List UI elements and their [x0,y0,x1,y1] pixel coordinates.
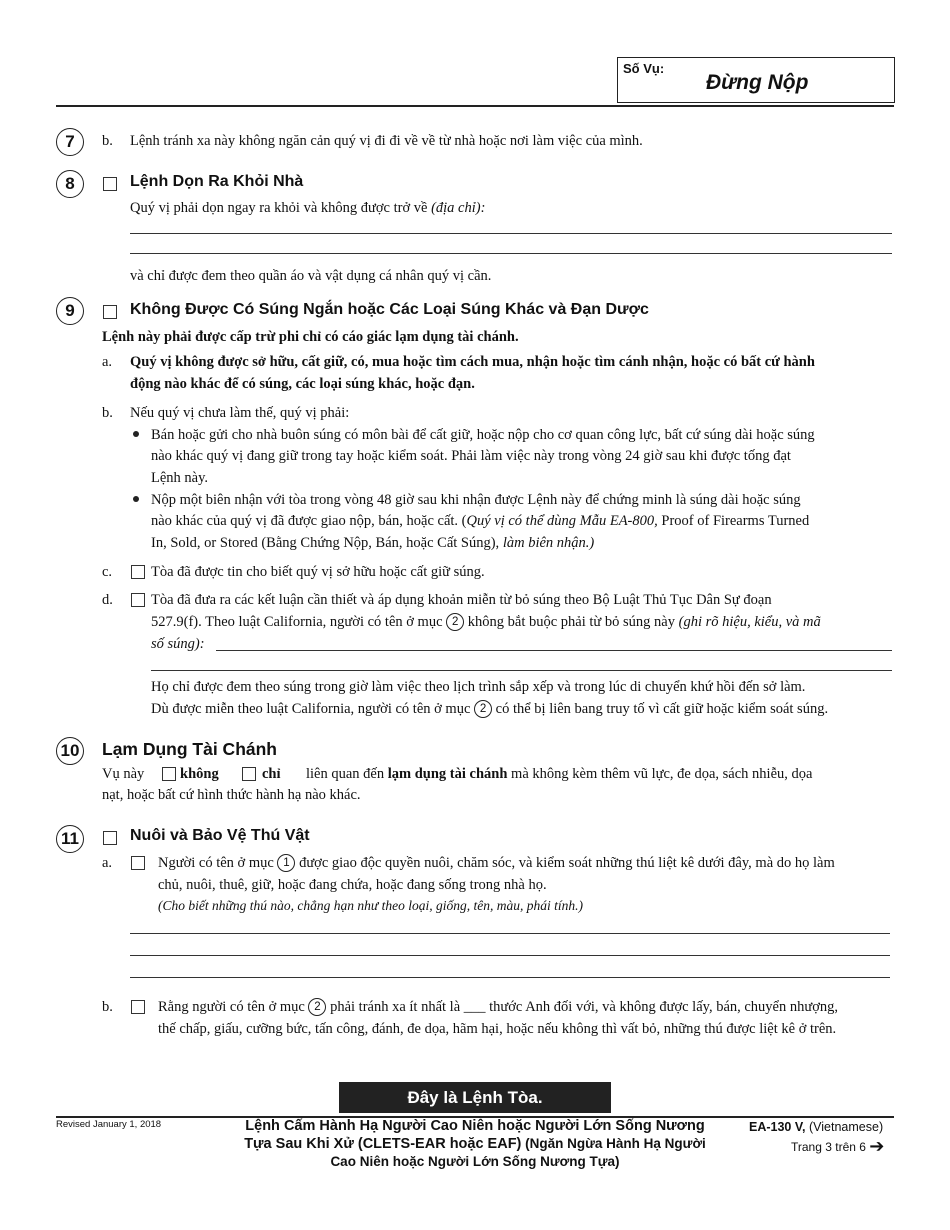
s11-animals-line-1[interactable] [130,933,890,934]
s9-bullet-1 [133,431,139,437]
form-title-line2 [200,1135,750,1153]
form-title-line2b: (Ngăn Ngừa Hành Hạ Người [521,1136,706,1151]
s9-checkbox[interactable] [103,305,117,319]
header-rule [56,105,894,107]
s10-opt-not: không [180,766,219,782]
s11-title: Nuôi và Bảo Vệ Thú Vật [130,827,310,844]
s11-a-line2: chủ, nuôi, thuê, giữ, hoặc đang chứa, hoặc đang sống trong nhà họ. [158,877,547,893]
s8-address-line-1[interactable] [130,233,892,234]
s9-b-text: Nếu quý vị chưa làm thế, quý vị phải: [130,405,350,421]
s9-c-text: Tòa đã được tin cho biết quý vị sở hữu hoặc cất giữ súng. [151,564,485,580]
s10-line1-a: Vụ này [102,766,145,782]
s9-d-line2b: không bắt buộc phải từ bỏ súng này [467,614,675,630]
s10-opt-only: chỉ [262,766,281,782]
s10-line1-c: lạm dụng tài chánh [387,766,508,782]
s11-a-line1 [158,853,835,873]
s9-bullet-2 [133,496,139,502]
section-11-number: 11 [56,825,84,853]
court-order-banner: Đây là Lệnh Tòa. [339,1082,611,1113]
s11-a-line1a: Người có tên ở mục [158,855,274,871]
s9-d-label: d. [102,592,113,608]
s9-gun-serial-line-2[interactable] [151,670,892,671]
s9-bullet1-line1: Bán hoặc gửi cho nhà buôn súng có môn bài để cất giữ, hoặc nộp cho cơ quan công lực, bất cứ súng dài hoặc súng [151,427,815,443]
section-10-number: 10 [56,737,84,765]
s9-bullet2-line2 [151,511,809,531]
section-8-number: 8 [56,170,84,198]
s11-a-line3: (Cho biết những thú nào, chẳng hạn như theo loại, giống, tên, màu, phái tính.) [158,898,583,913]
s9-a-label: a. [102,354,113,370]
s9-intro: Lệnh này phải được cấp trừ phi chỉ có cáo giác lạm dụng tài chánh. [102,329,519,345]
s11-a-label: a. [102,855,113,871]
s9-d-line4: Họ chỉ được đem theo súng trong giờ làm việc theo lịch trình sắp xếp và trong lúc di chuyển khứ hồi đến sở làm. [151,679,806,695]
form-code-line [749,1117,883,1137]
s11-animals-line-3[interactable] [130,977,890,978]
s9-d-line5 [151,699,828,719]
s9-d-line2a: 527.9(f). Theo luật California, người có tên ở mục [151,614,443,630]
s9-d-line1: Tòa đã đưa ra các kết luận cần thiết và áp dụng khoản miễn từ bỏ súng theo Bộ Luật Thủ Tục Dân Sự đoạn [151,592,772,608]
s11-b-line1 [158,997,838,1017]
s9-bullet1-line2: nào khác quý vị đang giữ trong tay hoặc kiểm soát. Phải làm việc này trong vòng 24 giờ sau khi được tống đạt [151,448,791,464]
s8-after: và chỉ được đem theo quần áo và vật dụng cá nhân quý vị cần. [130,268,492,284]
case-number-label: Số Vụ: [623,61,665,76]
s11-animals-line-2[interactable] [130,955,890,956]
page-indicator [791,1136,884,1157]
item-2-circle: 2 [446,613,464,631]
s8-line1-text: Quý vị phải dọn ngay ra khỏi và không được trở về [130,200,428,216]
s10-not-checkbox[interactable] [162,767,176,781]
s9-d-checkbox[interactable] [131,593,145,607]
s11-checkbox[interactable] [103,831,117,845]
s11-b-line2: thế chấp, giấu, cưỡng bức, tấn công, đánh, đe dọa, hãm hại, hoặc nếu không thì vất bỏ, những thú được liệt kê ở trên. [158,1021,837,1037]
s10-line2: nạt, hoặc bất cứ hình thức hành hạ nào khác. [102,787,361,803]
s11-b-label: b. [102,999,113,1015]
s9-bullet2-line3 [151,533,594,553]
s9-bullet1-line3: Lệnh này. [151,470,209,486]
case-number-box [617,57,895,103]
next-arrow-icon: ➔ [869,1136,885,1156]
page-number: Trang 3 trên 6 [791,1140,866,1154]
item-2-circle: 2 [308,998,326,1016]
s9-gun-serial-line-1[interactable] [216,650,892,651]
s9-bullet2-line3b: làm biên nhận.) [502,535,595,551]
revised-date: Revised January 1, 2018 [56,1119,162,1130]
s10-title: Lạm Dụng Tài Chánh [102,739,277,759]
s9-bullet2-line2a: nào khác của quý vị đã được giao nộp, bán, hoặc cất. ( [151,513,467,529]
s11-b-line1a: Rằng người có tên ở mục [158,999,305,1015]
form-title [200,1117,750,1171]
s10-only-checkbox[interactable] [242,767,256,781]
s9-d-line2 [151,612,821,632]
s8-title: Lệnh Dọn Ra Khỏi Nhà [130,173,304,190]
s9-bullet2-line2b: Quý vị có thể dùng Mẫu EA-800, [466,513,658,529]
s7-b-label: b. [102,133,113,149]
s10-line1-b: liên quan đến [306,766,385,782]
s11-b-line1b: phải tránh xa ít nhất là ___ thước Anh đối với, và không được lấy, bán, chuyển nhượng, [330,999,839,1015]
s10-line1-d: mà không kèm thêm vũ lực, đe dọa, sách nhiễu, dọa [511,766,813,782]
s9-a-line1: Quý vị không được sở hữu, cất giữ, có, mua hoặc tìm cách mua, nhận hoặc tìm cánh nhận, hoặc có bất cứ hành [130,354,815,370]
form-title-line3: Cao Niên hoặc Người Lớn Sống Nương Tựa) [330,1154,620,1169]
form-code: EA-130 V, [749,1120,806,1134]
s8-line1 [130,198,485,218]
s11-a-checkbox[interactable] [131,856,145,870]
s9-a-line2: động nào khác để có súng, các loại súng khác, hoặc đạn. [130,376,475,392]
s11-a-line1b: được giao độc quyền nuôi, chăm sóc, và kiểm soát những thú liệt kê dưới đây, mà do họ làm [299,855,835,871]
section-7-number: 7 [56,128,84,156]
section-9-number: 9 [56,297,84,325]
s9-d-line2c: (ghi rõ hiệu, kiểu, và mã [678,614,821,630]
s9-bullet2-line3a: In, Sold, or Stored (Bằng Chứng Nộp, Bán, hoặc Cất Súng), [151,535,503,551]
s7-b-text: Lệnh tránh xa này không ngăn cản quý vị đi đi về về từ nhà hoặc nơi làm việc của mình. [130,133,643,149]
form-lang: (Vietnamese) [805,1120,884,1134]
s9-c-label: c. [102,564,113,580]
s9-bullet2-line2c: Proof of Firearms Turned [657,513,810,529]
form-title-line2a: Tựa Sau Khi Xử (CLETS-EAR hoặc EAF) [244,1136,522,1152]
s8-line1-note: (địa chỉ): [431,200,486,216]
case-number-value: Đừng Nộp [706,71,809,94]
s9-bullet2-line1: Nộp một biên nhận với tòa trong vòng 48 giờ sau khi nhận được Lệnh này để chứng minh là súng dài hoặc súng [151,492,801,508]
s11-b-checkbox[interactable] [131,1000,145,1014]
s8-checkbox[interactable] [103,177,117,191]
s9-b-label: b. [102,405,113,421]
s9-d-line3: số súng): [151,636,205,652]
s9-d-line5b: có thể bị liên bang truy tố vì cất giữ hoặc kiểm soát súng. [495,701,829,717]
item-1-circle: 1 [277,854,295,872]
s8-address-line-2[interactable] [130,253,892,254]
s9-title: Không Được Có Súng Ngắn hoặc Các Loại Súng Khác và Đạn Dược [130,301,649,318]
s9-d-line5a: Dù được miễn theo luật California, người có tên ở mục [151,701,471,717]
s9-c-checkbox[interactable] [131,565,145,579]
item-2-circle: 2 [474,700,492,718]
s10-line1-rest [306,764,812,784]
form-title-line1: Lệnh Cấm Hành Hạ Người Cao Niên hoặc Người Lớn Sống Nương [245,1118,705,1134]
